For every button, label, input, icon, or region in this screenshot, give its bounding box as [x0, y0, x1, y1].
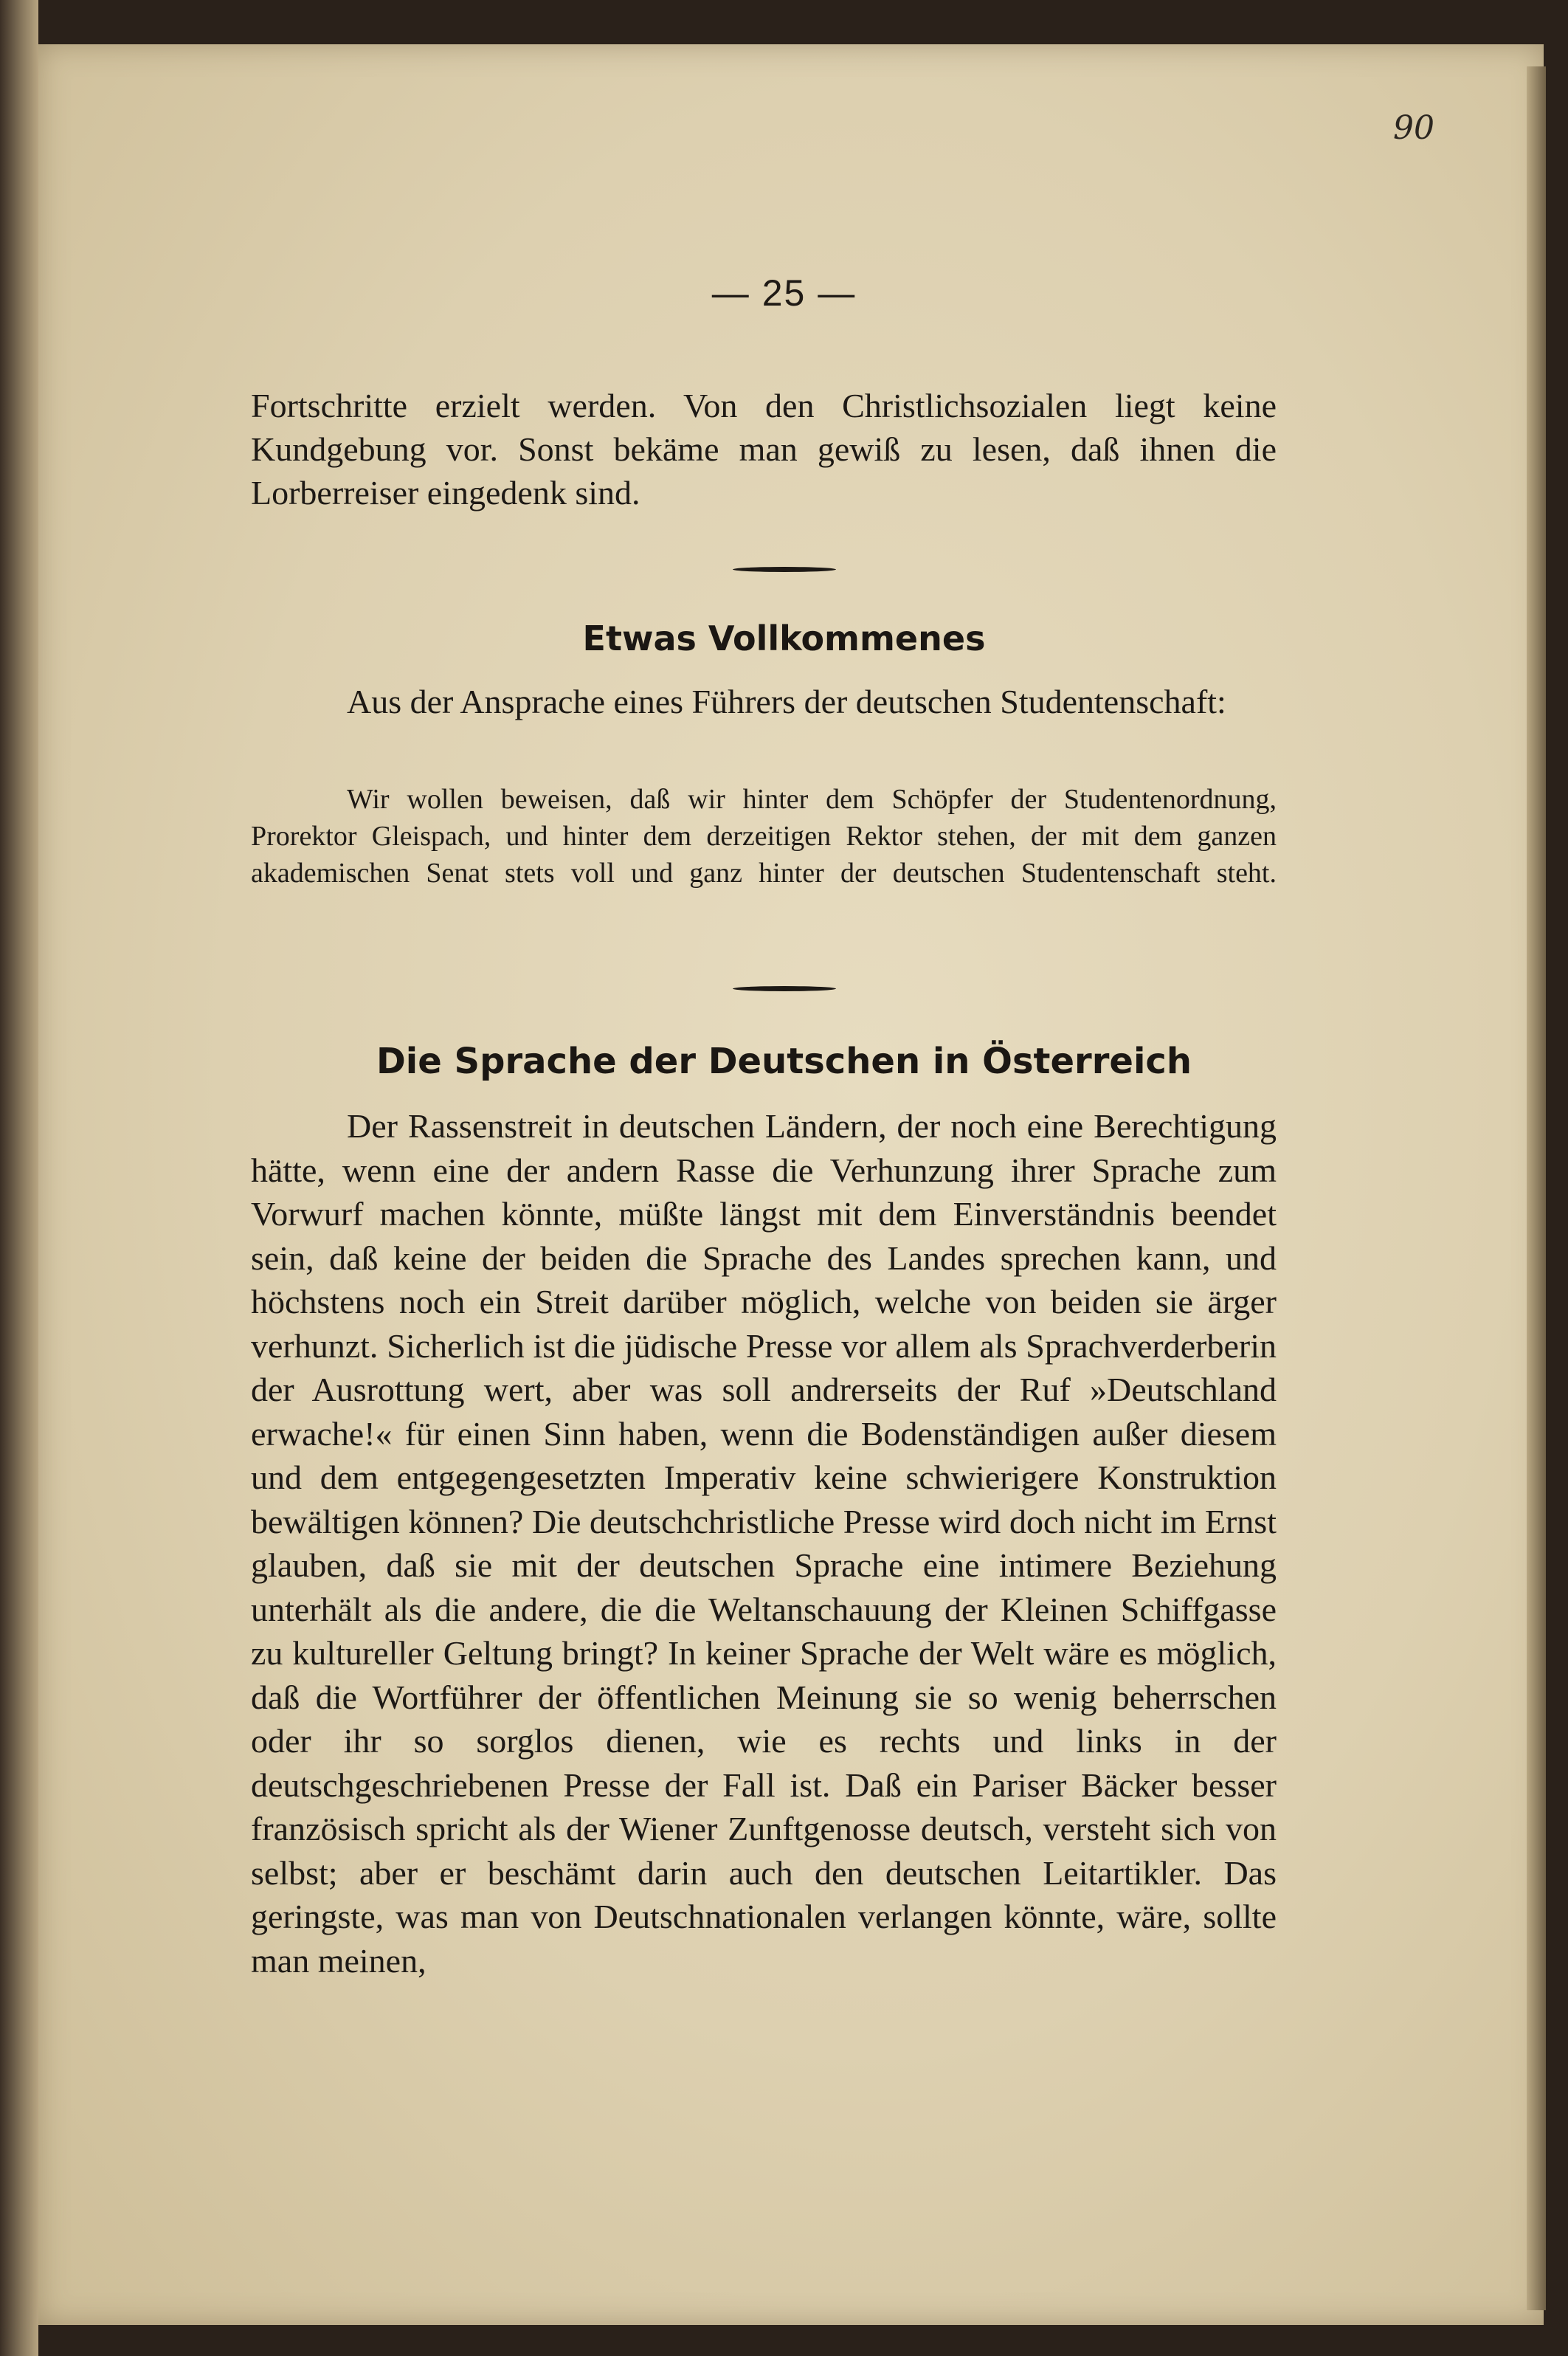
opening-paragraph-text: Fortschritte erzielt werden. Von den Christlichsozialen liegt keine Kundgebung vor. Sonst bekäme man gewiß zu lesen, daß ihnen die Lorberreiser eingedenk sind. — [251, 387, 1277, 512]
section-divider — [0, 562, 1568, 576]
section-title-sprache-der-deutschen: Die Sprache der Deutschen in Österreich — [376, 1041, 1192, 1082]
section-title-etwas-vollkommenes: Etwas Vollkommenes — [582, 619, 986, 658]
section2-body-text: Der Rassenstreit in deutschen Ländern, der noch eine Berechtigung hätte, wenn eine der andern Rasse die Verhunzung ihrer Sprache zum Vorwurf machen könnte, müßte längst mit dem Einverständnis beendet sein, daß keine der beiden die Sprache des Landes sprechen kann, und höchstens noch ein Streit darüber möglich, welche von beiden sie ärger verhunzt. Sicherlich ist die jüdische Presse vor allem als Sprachverderberin der Ausrottung wert, aber was soll andrerseits der Ruf »Deutschland erwache!« für einen Sinn haben, wenn die Bodenständigen außer diesem und dem entgegengesetzten Imperativ keine schwierigere Konstruktion bewältigen können? Die deutschchristliche Presse wird doch nicht im Ernst glauben, daß sie mit der deutschen Sprache eine intimere Beziehung unterhält als die andere, die die Weltanschauung der Kleinen Schiffgasse zu kultureller Geltung bringt? In keiner Sprache der Welt wäre es möglich, daß die Wortführer der öffentlichen Meinung sie so wenig beherrschen oder ihr so sorglos dienen, wie es rechts und links in der deutschgeschriebenen Presse der Fall ist. Daß ein Pariser Bäcker besser französisch spricht als der Wiener Zunftgenosse deutsch, versteht sich von selbst; aber er beschämt darin auch den deutschen Leitartikler. Das geringste, was man von Deutschnationalen verlangen könnte, wäre, sollte man meinen, — [251, 1107, 1277, 1980]
opening-paragraph — [251, 384, 1277, 514]
section1-intro-text: Aus der Ansprache eines Führers der deutschen Studentenschaft: — [347, 683, 1226, 720]
book-spine — [0, 0, 38, 2356]
section1-intro — [251, 681, 1277, 723]
section1-quote-text: Wir wollen beweisen, daß wir hinter dem Schöpfer der Studentenordnung, Prorektor Gleispach, und hinter dem derzeitigen Rektor stehen, der mit dem ganzen akademischen Senat stets voll und ganz hinter der deutschen Studentenschaft steht. — [251, 784, 1277, 889]
section-divider — [0, 982, 1568, 995]
section1-quote — [251, 781, 1277, 892]
divider-rule — [733, 567, 836, 572]
section2-body — [251, 1104, 1277, 1983]
handwritten-folio-number: 90 — [1393, 109, 1434, 147]
page-number: — 25 — — [711, 272, 857, 314]
divider-rule — [733, 986, 836, 991]
page-edge — [1527, 66, 1546, 2310]
